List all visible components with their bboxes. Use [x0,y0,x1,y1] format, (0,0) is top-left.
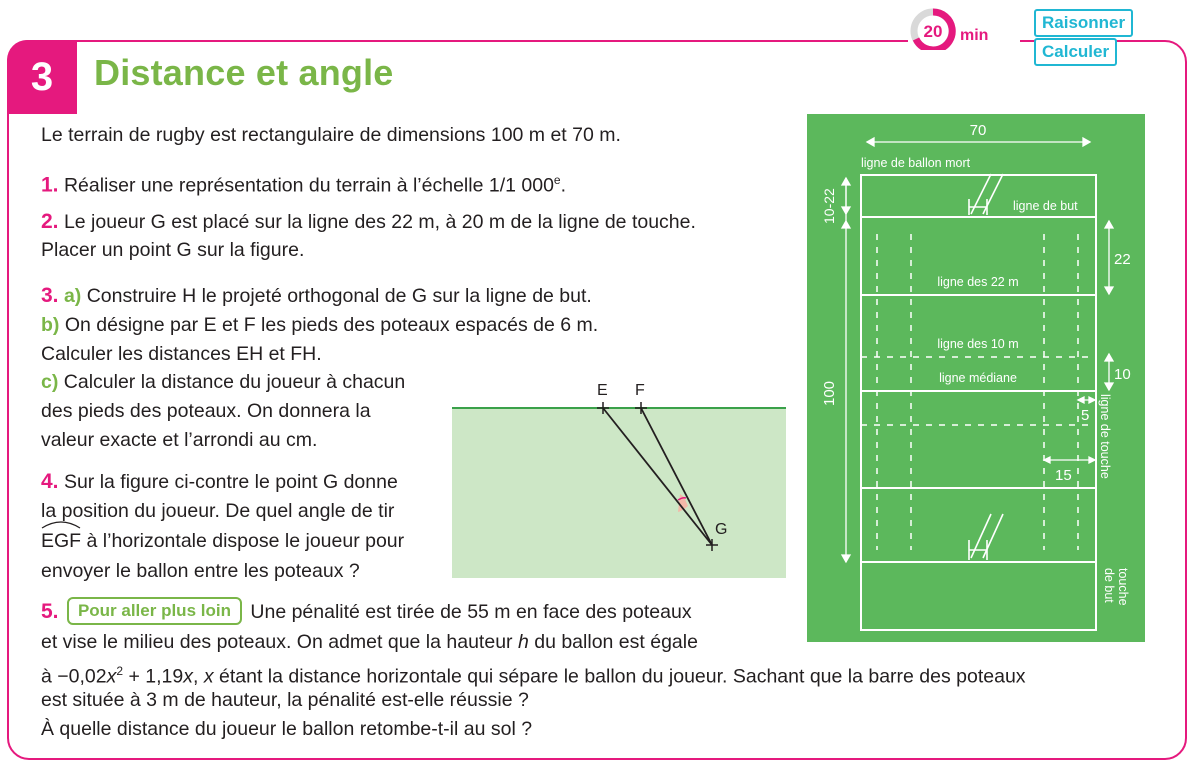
ligne-de-but-label: ligne de but [1013,199,1078,213]
q3-number: 3. [41,284,59,307]
q4-angle: EGF [41,530,82,552]
q3a-label: a) [63,285,82,307]
exercise-number: 3 [7,40,77,114]
question-2-line-1 [41,207,696,237]
badge-calculer: Calculer [1034,38,1117,66]
dim-22-label: 22 [1114,251,1131,268]
q4-text-4: envoyer le ballon entre les poteaux ? [41,560,360,582]
timer-unit: min [960,27,989,44]
q5-x-1: x [106,665,117,688]
q3b-text: On désigne par E et F les pieds des poteaux espacés de 6 m. [64,314,599,336]
badge-raisonner: Raisonner [1034,9,1133,37]
point-g-label: G [715,521,728,538]
q4-text-3: à l’horizontale dispose le joueur pour [86,530,405,552]
q5-x-3: x [203,665,214,688]
q2-number: 2. [41,210,59,233]
question-3c [41,367,405,397]
q1-end: . [560,174,567,197]
q5-text-3c: , [192,665,204,688]
q2-text-2: Placer un point G sur la figure. [41,239,305,261]
q5-x-2: x [183,665,193,688]
ligne-ballon-mort-label: ligne de ballon mort [861,156,971,170]
dim-5-label: 5 [1081,407,1090,424]
q4-text-2: la position du joueur. De quel angle de tir [41,500,395,522]
q5-text-1: Une pénalité est tirée de 55 m en face des poteaux [250,601,692,623]
ligne-mediane-label: ligne médiane [939,371,1017,385]
dim-10-label: 10 [1114,366,1131,383]
touche-but-label-1: touche [1116,568,1130,606]
q4-number: 4. [41,470,59,493]
ligne-22-label: ligne des 22 m [937,275,1019,289]
exercise-title: Distance et angle [94,52,394,93]
intro-text: Le terrain de rugby est rectangulaire de dimensions 100 m et 70 m. [41,124,621,146]
point-e-label: E [597,382,608,399]
angle-notation [41,526,81,556]
q1-superscript: e [553,173,561,187]
q3a-text: Construire H le projeté orthogonal de G sur la ligne de but. [86,285,592,307]
timer-value: 20 [923,22,943,41]
rugby-field-diagram [807,114,1145,642]
question-3b [41,310,598,340]
question-5 [41,597,692,627]
question-3a [41,281,592,311]
q1-number: 1. [41,173,59,197]
q4-text-1: Sur la figure ci-contre le point G donne [63,471,398,493]
ligne-10-label: ligne des 10 m [937,337,1019,351]
q3c-text-1: Calculer la distance du joueur à chacun [63,371,406,393]
q3c-text-2: des pieds des poteaux. On donnera la [41,400,371,422]
angle-arc-icon [41,519,81,529]
width-label: 70 [969,122,987,139]
length-label: 100 [821,380,838,406]
q5-text-3a: à −0,02 [41,665,107,688]
q3c-text-3: valeur exacte et l’arrondi au cm. [41,429,318,451]
q5-h: h [517,631,529,653]
q3b-text-2: Calculer les distances EH et FH. [41,343,322,365]
q5-text-2a: et vise le milieu des poteaux. On admet que la hauteur [41,631,518,653]
aller-plus-loin-badge: Pour aller plus loin [67,597,242,625]
touche-but-label-2: de but [1102,568,1116,603]
point-f-label: F [635,382,645,399]
q5-text-4: est située à 3 m de hauteur, la pénalité est-elle réussie ? [41,689,529,711]
q3c-label: c) [41,371,59,393]
q2-text-1: Le joueur G est placé sur la ligne des 22 m, à 20 m de la ligne de touche. [63,211,696,233]
question-4 [41,467,398,497]
q3b-label: b) [41,314,60,336]
q5-number: 5. [41,600,59,623]
q5-exp: 2 [116,664,124,678]
ingoal-label: 10-22 [821,188,837,224]
q1-text: Réaliser une représentation du terrain à l’échelle 1/1 000 [63,174,554,197]
q5-text-2b: du ballon est égale [528,631,698,653]
angle-figure [452,375,788,580]
timer-icon [908,6,1020,50]
pitch-area [452,408,786,578]
ligne-touche-label: ligne de touche [1098,394,1112,479]
q4-text-3-line [41,526,404,556]
q5-text-2 [41,627,698,657]
q5-text-3d: étant la distance horizontale qui sépare le ballon du joueur. Sachant que la barre des poteaux [213,665,1026,688]
q5-text-3b: + 1,19 [123,665,184,688]
timer [908,6,1020,50]
question-1 [41,165,566,201]
dim-15-label: 15 [1055,467,1072,484]
q5-text-5: À quelle distance du joueur le ballon retombe-t-il au sol ? [41,718,533,740]
